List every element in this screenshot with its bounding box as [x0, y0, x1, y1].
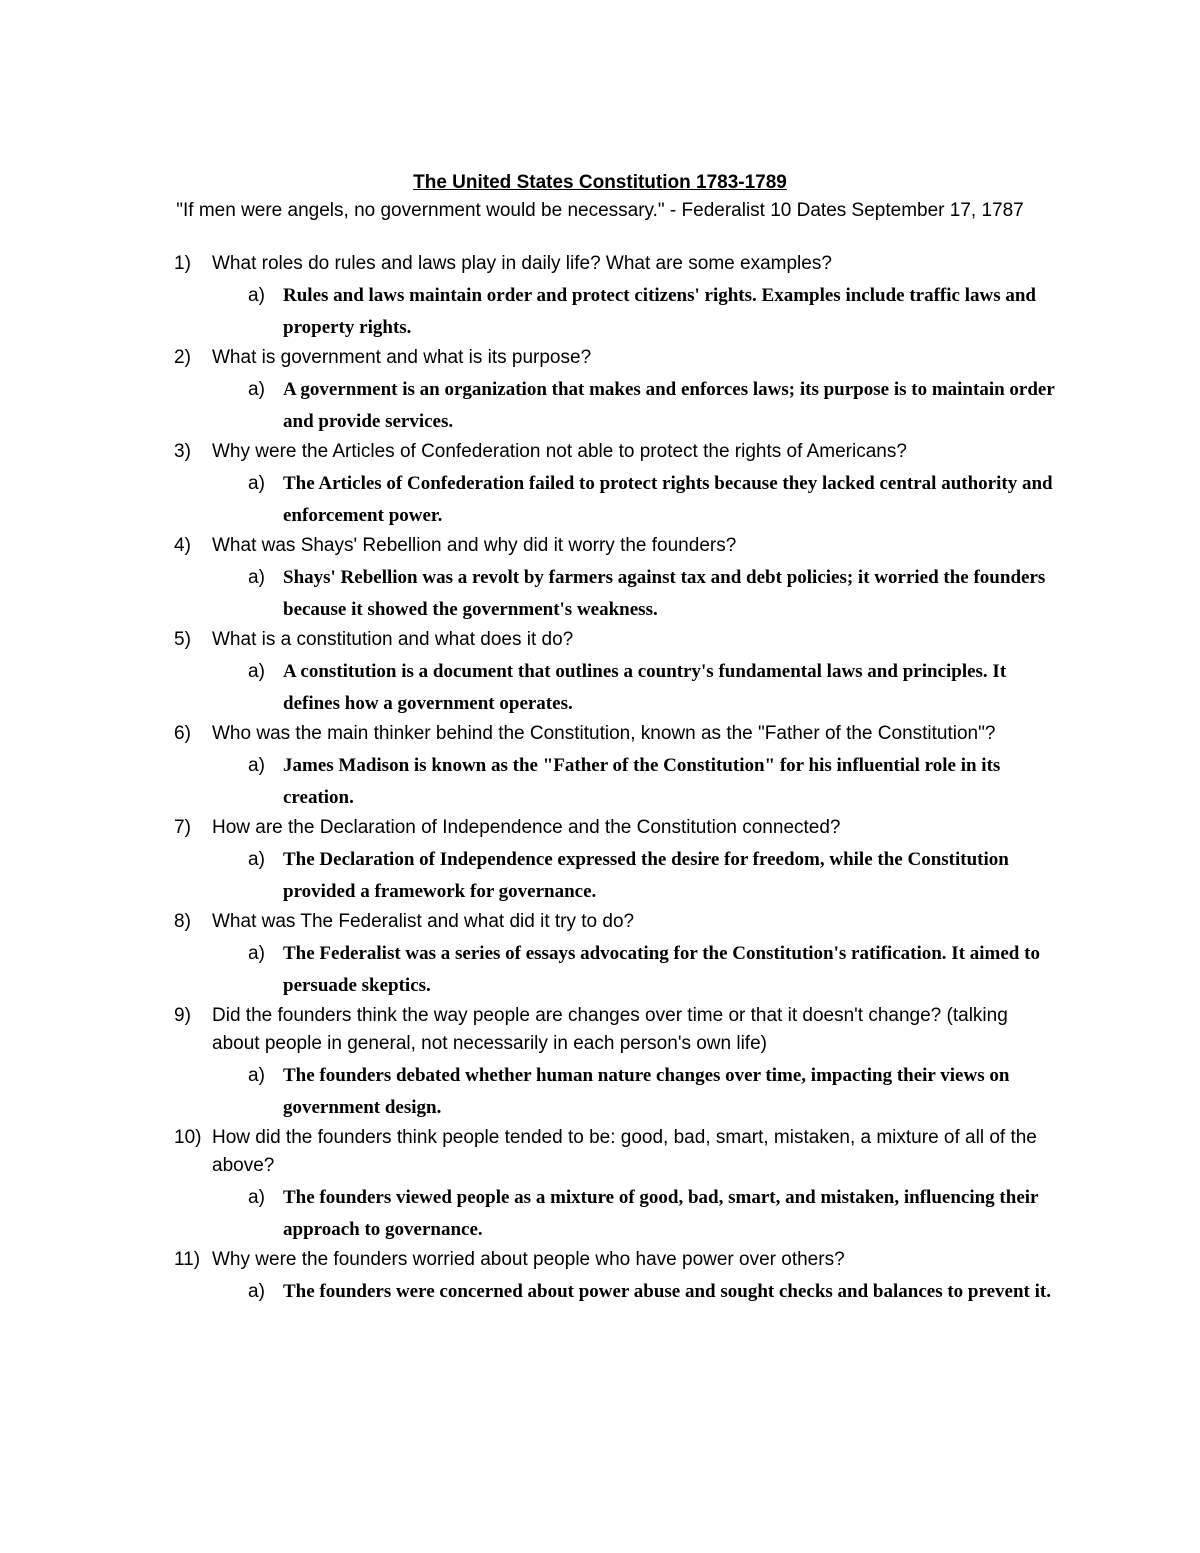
- question-body: What was Shays' Rebellion and why did it worry the founders?: [212, 535, 737, 556]
- answer-body: The founders viewed people as a mixture of good, bad, smart, and mistaken, influencing their approach to governance.: [283, 1187, 1039, 1240]
- question-body: Why were the Articles of Confederation not able to protect the rights of Americans?: [212, 441, 907, 462]
- answer-text: [0, 656, 1200, 720]
- answer-body: The Articles of Confederation failed to protect rights because they lacked central authority and enforcement power.: [283, 473, 1053, 526]
- question-body: What is government and what is its purpose?: [212, 347, 592, 368]
- question-text: [0, 626, 1200, 654]
- answer-text: [0, 938, 1200, 1002]
- answer-text: [0, 844, 1200, 908]
- question-item-7: [0, 814, 1200, 908]
- question-item-3: [0, 438, 1200, 532]
- question-text: [0, 532, 1200, 560]
- question-number: 3): [174, 441, 191, 462]
- question-body: Who was the main thinker behind the Constitution, known as the "Father of the Constitution"?: [212, 723, 996, 744]
- question-item-6: [0, 720, 1200, 814]
- question-body: What was The Federalist and what did it try to do?: [212, 911, 635, 932]
- question-number: 9): [174, 1005, 191, 1026]
- question-body: Why were the founders worried about people who have power over others?: [212, 1249, 845, 1270]
- question-number: 10): [174, 1127, 202, 1148]
- answer-body: The Declaration of Independence expressed the desire for freedom, while the Constitution provided a framework for governance.: [283, 849, 1009, 902]
- question-body: What is a constitution and what does it do?: [212, 629, 574, 650]
- question-number: 2): [174, 347, 191, 368]
- answer-text: [0, 750, 1200, 814]
- answer-letter: a): [248, 661, 265, 682]
- question-text: [0, 1246, 1200, 1274]
- question-item-4: [0, 532, 1200, 626]
- question-text: [0, 438, 1200, 466]
- question-item-1: [0, 250, 1200, 344]
- answer-text: [0, 374, 1200, 438]
- answer-body: James Madison is known as the "Father of the Constitution" for his influential role in its creation.: [283, 755, 1001, 808]
- answer-text: [0, 468, 1200, 532]
- question-item-11: [0, 1246, 1200, 1308]
- answer-body: A constitution is a document that outlines a country's fundamental laws and principles. It defines how a government operates.: [283, 661, 1007, 714]
- answer-text: [0, 280, 1200, 344]
- answer-body: The founders were concerned about power abuse and sought checks and balances to prevent it.: [283, 1281, 1051, 1302]
- question-item-5: [0, 626, 1200, 720]
- question-number: 7): [174, 817, 191, 838]
- answer-letter: a): [248, 567, 265, 588]
- question-number: 1): [174, 253, 191, 274]
- document-title: The United States Constitution 1783-1789: [413, 172, 787, 193]
- question-number: 5): [174, 629, 191, 650]
- question-number: 11): [174, 1249, 201, 1270]
- answer-letter: a): [248, 285, 265, 306]
- question-item-8: [0, 908, 1200, 1002]
- question-item-2: [0, 344, 1200, 438]
- answer-body: The Federalist was a series of essays advocating for the Constitution's ratification. It aimed to persuade skeptics.: [283, 943, 1040, 996]
- question-body: How did the founders think people tended to be: good, bad, smart, mistaken, a mixture of all of the above?: [212, 1127, 1037, 1176]
- answer-text: [0, 1182, 1200, 1246]
- answer-text: [0, 1276, 1200, 1308]
- question-item-10: [0, 1124, 1200, 1246]
- answer-body: Shays' Rebellion was a revolt by farmers against tax and debt policies; it worried the founders because it showed the government's weakness.: [283, 567, 1046, 620]
- question-text: [0, 720, 1200, 748]
- answer-text: [0, 1060, 1200, 1124]
- answer-text: [0, 562, 1200, 626]
- question-number: 6): [174, 723, 191, 744]
- question-text: [0, 344, 1200, 372]
- answer-letter: a): [248, 755, 265, 776]
- question-text: [0, 1002, 1200, 1058]
- answer-body: Rules and laws maintain order and protect citizens' rights. Examples include traffic laws and property rights.: [283, 285, 1036, 338]
- answer-body: A government is an organization that makes and enforces laws; its purpose is to maintain order and provide services.: [283, 379, 1055, 432]
- answer-letter: a): [248, 1281, 265, 1302]
- answer-letter: a): [248, 379, 265, 400]
- answer-letter: a): [248, 849, 265, 870]
- question-body: What roles do rules and laws play in daily life? What are some examples?: [212, 253, 832, 274]
- answer-body: The founders debated whether human nature changes over time, impacting their views on government design.: [283, 1065, 1010, 1118]
- document-subtitle: "If men were angels, no government would be necessary." - Federalist 10 Dates September 17, 1787: [176, 200, 1024, 221]
- answer-letter: a): [248, 1187, 265, 1208]
- question-list: [0, 250, 1200, 1308]
- question-number: 8): [174, 911, 191, 932]
- question-body: How are the Declaration of Independence and the Constitution connected?: [212, 817, 841, 838]
- question-body: Did the founders think the way people are changes over time or that it doesn't change? (talking about people in general, not necessarily in each person's own life): [212, 1005, 1008, 1054]
- answer-letter: a): [248, 1065, 265, 1086]
- question-text: [0, 814, 1200, 842]
- question-text: [0, 908, 1200, 936]
- question-text: [0, 250, 1200, 278]
- answer-letter: a): [248, 943, 265, 964]
- question-number: 4): [174, 535, 191, 556]
- answer-letter: a): [248, 473, 265, 494]
- question-item-9: [0, 1002, 1200, 1124]
- question-text: [0, 1124, 1200, 1180]
